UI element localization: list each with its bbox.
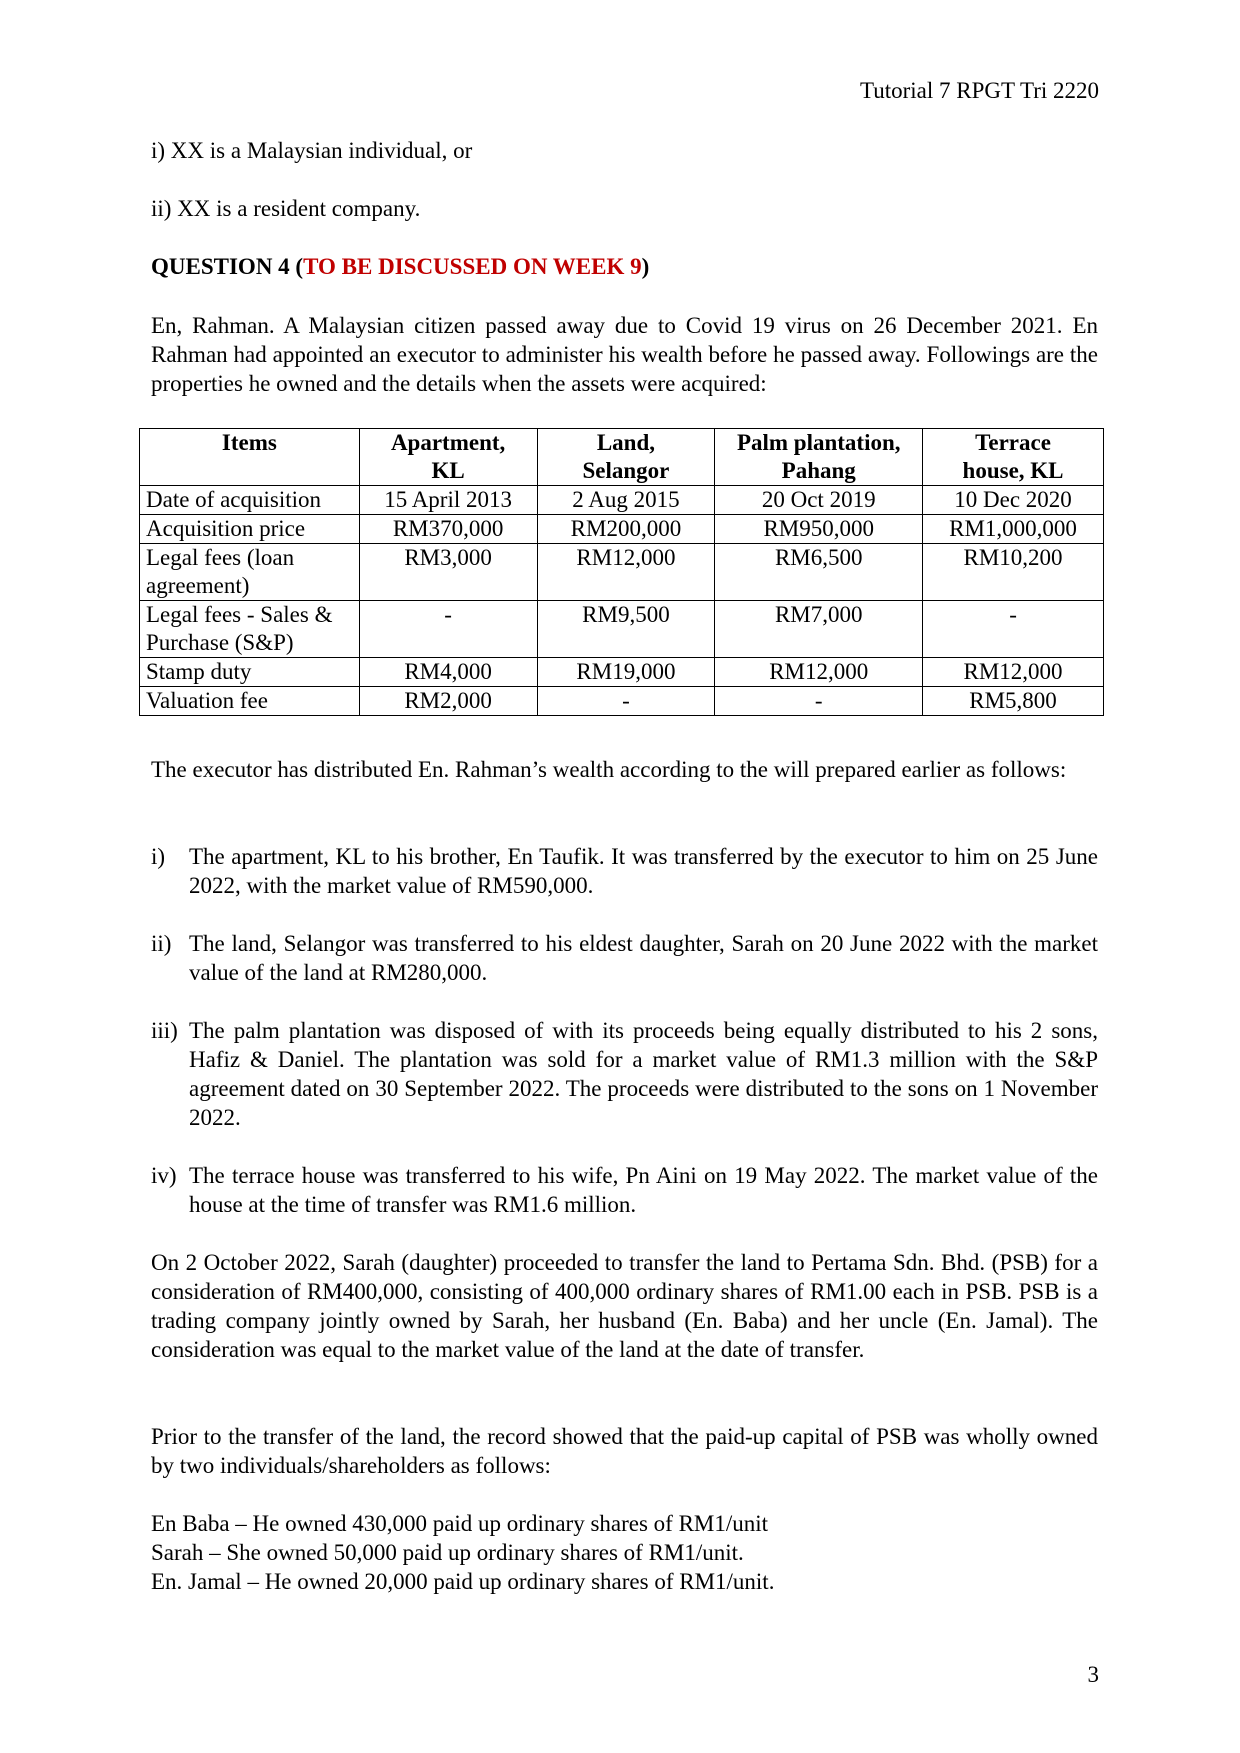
table-cell: 15 April 2013 [359,486,537,515]
distribution-item-2 [151,929,1098,987]
list-number: i) [151,844,166,869]
list-number: iii) [151,1018,178,1043]
table-cell: RM12,000 [715,658,923,687]
table-cell: RM7,000 [715,601,923,658]
table-cell: RM200,000 [537,515,715,544]
intro-paragraph: En, Rahman. A Malaysian citizen passed away due to Covid 19 virus on 26 December 2021. En Rahman had appointed an executor to administer his wealth before he passed away. Followings are the properties he owned and the details when the assets were acquired: [151,313,1098,396]
question-label: QUESTION 4 ( [151,254,304,279]
list-number: ii) [151,931,172,956]
header-terrace-line1: Terrace [975,430,1051,455]
list-text: The palm plantation was disposed of with its proceeds being equally distributed to his 2 sons, Hafiz & Daniel. The plantation was sold for a market value of RM1.3 million with the S&P agreement dated on 30 September 2022. The proceeds were distributed to the sons on 1 November 2022. [189,1018,1098,1130]
table-row [140,515,1104,544]
shareholders-list [151,1509,1098,1596]
document-header: Tutorial 7 RPGT Tri 2220 [859,78,1099,103]
header-land-line2: Selangor [582,458,670,483]
row-label: Legal fees - Sales & Purchase (S&P) [140,601,360,658]
table-cell: - [359,601,537,658]
header-palm-line2: Pahang [781,458,856,483]
table-row [140,486,1104,515]
table-cell: RM3,000 [359,544,537,601]
table-row [140,687,1104,716]
table-cell: RM370,000 [359,515,537,544]
shareholder-baba: En Baba – He owned 430,000 paid up ordinary shares of RM1/unit [151,1511,769,1536]
assets-table [139,428,1104,716]
table-cell: - [537,687,715,716]
table-cell: RM1,000,000 [923,515,1104,544]
header-items-label: Items [221,430,277,455]
table-row [140,658,1104,687]
table-cell: 2 Aug 2015 [537,486,715,515]
list-text: The terrace house was transferred to his wife, Pn Aini on 19 May 2022. The market value of the house at the time of transfer was RM1.6 million. [189,1163,1098,1217]
table-cell: RM10,200 [923,544,1104,601]
list-text: The apartment, KL to his brother, En Taufik. It was transferred by the executor to him on 25 June 2022, with the market value of RM590,000. [189,844,1098,898]
header-items [140,429,360,486]
list-number: iv) [151,1163,177,1188]
distribution-item-1 [151,842,1098,900]
shareholder-jamal: En. Jamal – He owned 20,000 paid up ordinary shares of RM1/unit. [151,1569,775,1594]
intro-option-1: i) XX is a Malaysian individual, or [151,138,473,163]
table-cell: RM19,000 [537,658,715,687]
table-cell: 10 Dec 2020 [923,486,1104,515]
table-cell: RM9,500 [537,601,715,658]
table-cell: RM4,000 [359,658,537,687]
row-label: Valuation fee [140,687,360,716]
table-cell: RM12,000 [923,658,1104,687]
row-label: Legal fees (loan agreement) [140,544,360,601]
header-land [537,429,715,486]
table-row [140,601,1104,658]
header-apartment-line2: KL [431,458,465,483]
header-palm-plantation [715,429,923,486]
table-row [140,544,1104,601]
header-land-line1: Land, [596,430,656,455]
distribution-intro: The executor has distributed En. Rahman’s wealth according to the will prepared earlier as follows: [151,757,1067,782]
header-apartment-line1: Apartment, [390,430,506,455]
distribution-item-3 [151,1016,1098,1132]
header-terrace-house [923,429,1104,486]
distribution-item-4 [151,1161,1098,1219]
row-label: Date of acquisition [140,486,360,515]
prior-transfer-paragraph: Prior to the transfer of the land, the record showed that the paid-up capital of PSB was wholly owned by two individuals/shareholders as follows: [151,1424,1098,1478]
row-label: Stamp duty [140,658,360,687]
row-label: Acquisition price [140,515,360,544]
header-palm-line1: Palm plantation, [736,430,901,455]
shareholder-sarah: Sarah – She owned 50,000 paid up ordinary shares of RM1/unit. [151,1540,744,1565]
page-number: 3 [1087,1662,1099,1687]
question-heading [151,252,1098,281]
table-cell: RM950,000 [715,515,923,544]
table-cell: RM5,800 [923,687,1104,716]
header-apartment [359,429,537,486]
sarah-transfer-paragraph: On 2 October 2022, Sarah (daughter) proceeded to transfer the land to Pertama Sdn. Bhd. (PSB) for a consideration of RM400,000, consisting of 400,000 ordinary shares of RM1.00 each in PSB. PSB is a trading company jointly owned by Sarah, her husband (En. Baba) and her uncle (En. Jamal). The consideration was equal to the market value of the land at the date of transfer. [151,1250,1098,1362]
header-terrace-line2: house, KL [962,458,1064,483]
question-close: ) [641,254,650,279]
table-header-row [140,429,1104,486]
intro-option-2: ii) XX is a resident company. [151,196,421,221]
table-cell: - [923,601,1104,658]
table-cell: RM2,000 [359,687,537,716]
list-text: The land, Selangor was transferred to his eldest daughter, Sarah on 20 June 2022 with the market value of the land at RM280,000. [189,931,1098,985]
table-cell: - [715,687,923,716]
table-cell: RM12,000 [537,544,715,601]
question-discussion-week: TO BE DISCUSSED ON WEEK 9 [303,254,642,279]
table-cell: RM6,500 [715,544,923,601]
table-cell: 20 Oct 2019 [715,486,923,515]
